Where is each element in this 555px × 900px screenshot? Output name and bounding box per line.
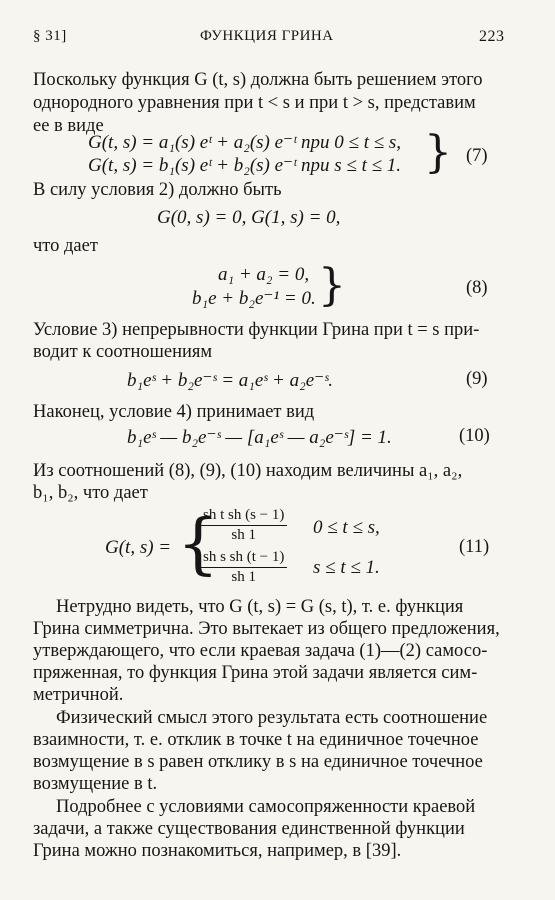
paragraph-1-line-2: однородного уравнения при t < s и при t > s, представим (33, 93, 476, 113)
equation-7-number: (7) (466, 146, 488, 166)
equation-11-case-1 (200, 507, 287, 544)
equation-11-case-2-numerator: sh s sh (t − 1) (200, 549, 287, 568)
equation-boundary: G(0, s) = 0, G(1, s) = 0, (157, 207, 341, 228)
equation-8-line-1: a₁ + a₂ = 0, (218, 264, 310, 285)
paragraph-8-line-1: Физический смысл этого результата есть соотношение (56, 708, 488, 728)
paragraph-8-line-4: возмущение в t. (33, 774, 158, 794)
paragraph-8-line-3: возмущение в s равен отклику в s на единичное точечное (33, 752, 483, 772)
equation-8-number: (8) (466, 278, 488, 298)
paragraph-7-line-5: метричной. (33, 685, 124, 705)
paragraph-8-line-2: взаимности, т. е. отклик в точке t на единичное точечное (33, 730, 479, 750)
paragraph-3: что дает (33, 236, 98, 256)
paragraph-6-line-1: Из соотношений (8), (9), (10) находим величины a₁, a₂, (33, 461, 463, 481)
equation-9: b₁eˢ + b₂e⁻ˢ = a₁eˢ + a₂e⁻ˢ. (127, 370, 333, 391)
paragraph-9-line-1: Подробнее с условиями самосопряженности краевой (56, 797, 476, 817)
paragraph-1-line-1: Поскольку функция G (t, s) должна быть решением этого (33, 70, 483, 90)
paragraph-7-line-2: Грина симметрична. Это вытекает из общего предложения, (33, 619, 500, 639)
equation-11-case-2 (200, 549, 287, 586)
equation-11-case-1-condition: 0 ≤ t ≤ s, (313, 517, 380, 538)
paragraph-4-line-2: водит к соотношениям (33, 342, 213, 362)
equation-11-case-1-fraction (200, 507, 287, 544)
page-number: 223 (479, 28, 505, 45)
paragraph-1-line-3: ее в виде (33, 116, 104, 136)
equation-11-case-1-denominator: sh 1 (231, 527, 256, 543)
equation-11-case-1-numerator: sh t sh (s − 1) (200, 507, 287, 526)
paragraph-9-line-2: задачи, а также существования единственной функции (33, 819, 465, 839)
equation-11-case-2-fraction (200, 549, 287, 586)
equation-11-case-2-condition: s ≤ t ≤ 1. (313, 557, 380, 578)
equation-7-right-brace: } (424, 127, 452, 178)
equation-7-line-1: G(t, s) = a₁(s) eᵗ + a₂(s) e⁻ᵗ при 0 ≤ t ≤ s, (88, 132, 402, 153)
equation-11-lhs: G(t, s) = (105, 537, 172, 558)
paragraph-4-line-1: Условие 3) непрерывности функции Грина при t = s при- (33, 320, 480, 340)
paragraph-7-line-1: Нетрудно видеть, что G (t, s) = G (s, t), т. е. функция (56, 597, 464, 617)
equation-11-number: (11) (459, 537, 490, 557)
paragraph-7-line-3: утверждающего, что если краевая задача (1)—(2) самосо- (33, 641, 488, 661)
equation-11-case-2-denominator: sh 1 (231, 569, 256, 585)
paragraph-5: Наконец, условие 4) принимает вид (33, 402, 315, 422)
section-marker: § 31] (33, 28, 67, 44)
paragraph-2: В силу условия 2) должно быть (33, 180, 282, 200)
equation-10: b₁eˢ — b₂e⁻ˢ — [a₁eˢ — a₂e⁻ˢ] = 1. (127, 427, 392, 448)
equation-10-number: (10) (459, 426, 490, 446)
equation-9-number: (9) (466, 369, 488, 389)
paragraph-9-line-3: Грина можно познакомиться, например, в [39]. (33, 841, 402, 861)
equation-11-left-brace: { (177, 505, 219, 582)
paragraph-7-line-4: пряженная, то функция Грина этой задачи является сим- (33, 663, 478, 683)
equation-7-line-2: G(t, s) = b₁(s) eᵗ + b₂(s) e⁻ᵗ при s ≤ t ≤ 1. (88, 155, 402, 176)
equation-8-right-brace: } (318, 260, 346, 311)
paragraph-6-line-2: b₁, b₂, что дает (33, 483, 148, 503)
running-title: ФУНКЦИЯ ГРИНА (200, 28, 334, 44)
equation-8-line-2: b₁e + b₂e⁻¹ = 0. (192, 288, 316, 309)
